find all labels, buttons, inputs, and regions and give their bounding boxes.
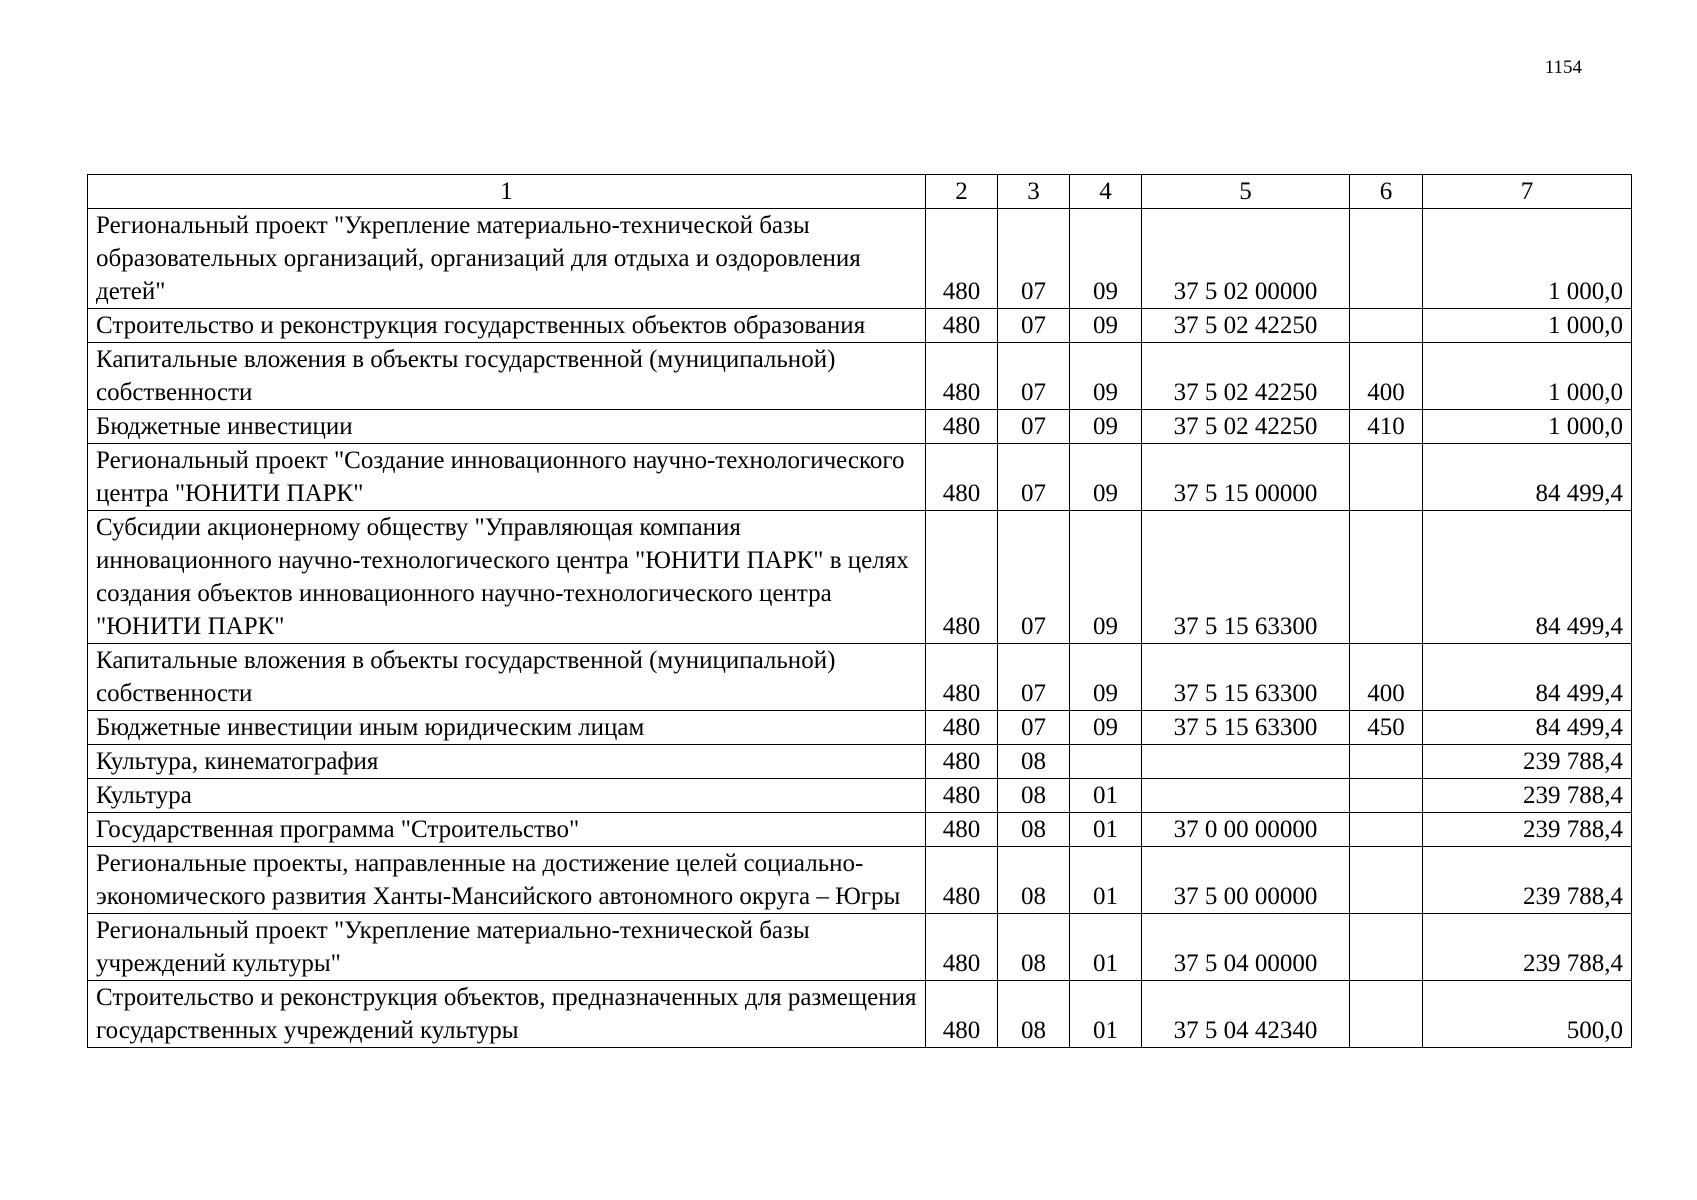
row-subsection-cell: 09 [1070, 343, 1142, 410]
header-cell-3: 3 [998, 175, 1070, 209]
row-target-article-cell: 37 5 15 63300 [1142, 511, 1350, 644]
row-name-cell: Субсидии акционерному обществу "Управляющая компания инновационного научно-технологического центра "ЮНИТИ ПАРК" в целях создания объектов инновационного научно-технологического центра "ЮНИТИ ПАРК" [88, 511, 926, 644]
row-subsection-cell: 09 [1070, 711, 1142, 745]
row-expense-type-cell [1350, 779, 1423, 813]
row-subsection-cell: 01 [1070, 847, 1142, 914]
row-admin-code-cell: 480 [926, 511, 998, 644]
row-expense-type-cell: 450 [1350, 711, 1423, 745]
row-name-cell: Региональный проект "Создание инновационного научно-технологического центра "ЮНИТИ ПАРК" [88, 444, 926, 511]
row-amount-cell: 1 000,0 [1423, 410, 1632, 444]
row-expense-type-cell [1350, 981, 1423, 1048]
table-row [88, 981, 1632, 1048]
row-section-cell: 07 [998, 209, 1070, 309]
row-subsection-cell: 09 [1070, 444, 1142, 511]
row-name-cell: Бюджетные инвестиции [88, 410, 926, 444]
table-row [88, 410, 1632, 444]
row-section-cell: 08 [998, 914, 1070, 981]
row-admin-code-cell: 480 [926, 847, 998, 914]
row-name-cell: Региональный проект "Укрепление материально-технической базы учреждений культуры" [88, 914, 926, 981]
row-amount-cell: 1 000,0 [1423, 209, 1632, 309]
row-amount-cell: 1 000,0 [1423, 343, 1632, 410]
row-name-cell: Культура, кинематография [88, 745, 926, 779]
row-subsection-cell: 01 [1070, 981, 1142, 1048]
row-subsection-cell: 01 [1070, 914, 1142, 981]
row-section-cell: 07 [998, 644, 1070, 711]
row-admin-code-cell: 480 [926, 711, 998, 745]
table-row [88, 209, 1632, 309]
header-cell-6: 6 [1350, 175, 1423, 209]
row-admin-code-cell: 480 [926, 644, 998, 711]
row-admin-code-cell: 480 [926, 813, 998, 847]
row-name-cell: Региональный проект "Укрепление материально-технической базы образовательных организаций, организаций для отдыха и оздоровления детей" [88, 209, 926, 309]
header-cell-7: 7 [1423, 175, 1632, 209]
row-name-cell: Капитальные вложения в объекты государственной (муниципальной) собственности [88, 343, 926, 410]
row-target-article-cell: 37 5 02 42250 [1142, 410, 1350, 444]
row-name-cell: Строительство и реконструкция объектов, предназначенных для размещения государственных учреждений культуры [88, 981, 926, 1048]
row-section-cell: 07 [998, 511, 1070, 644]
row-name-cell: Государственная программа "Строительство" [88, 813, 926, 847]
row-expense-type-cell [1350, 745, 1423, 779]
row-name-cell: Культура [88, 779, 926, 813]
row-amount-cell: 239 788,4 [1423, 745, 1632, 779]
row-name-cell: Капитальные вложения в объекты государственной (муниципальной) собственности [88, 644, 926, 711]
table-row [88, 343, 1632, 410]
row-amount-cell: 84 499,4 [1423, 444, 1632, 511]
row-section-cell: 08 [998, 847, 1070, 914]
row-section-cell: 08 [998, 981, 1070, 1048]
header-cell-1: 1 [88, 175, 926, 209]
header-cell-2: 2 [926, 175, 998, 209]
row-amount-cell: 84 499,4 [1423, 711, 1632, 745]
row-amount-cell: 239 788,4 [1423, 779, 1632, 813]
row-target-article-cell: 37 5 04 00000 [1142, 914, 1350, 981]
row-target-article-cell [1142, 745, 1350, 779]
row-admin-code-cell: 480 [926, 309, 998, 343]
row-section-cell: 07 [998, 444, 1070, 511]
table-header-row [88, 175, 1632, 209]
row-target-article-cell: 37 5 15 63300 [1142, 644, 1350, 711]
row-target-article-cell: 37 5 02 42250 [1142, 343, 1350, 410]
row-target-article-cell: 37 5 15 63300 [1142, 711, 1350, 745]
budget-table-body [88, 175, 1632, 1048]
row-expense-type-cell: 410 [1350, 410, 1423, 444]
row-admin-code-cell: 480 [926, 410, 998, 444]
page-number: 1154 [1544, 57, 1582, 78]
header-cell-4: 4 [1070, 175, 1142, 209]
table-row [88, 309, 1632, 343]
row-amount-cell: 84 499,4 [1423, 644, 1632, 711]
row-subsection-cell: 01 [1070, 779, 1142, 813]
row-expense-type-cell [1350, 209, 1423, 309]
row-section-cell: 07 [998, 410, 1070, 444]
row-name-cell: Региональные проекты, направленные на достижение целей социально-экономического развития Ханты-Мансийского автономного округа – Югры [88, 847, 926, 914]
row-subsection-cell [1070, 745, 1142, 779]
row-admin-code-cell: 480 [926, 444, 998, 511]
table-row [88, 711, 1632, 745]
row-admin-code-cell: 480 [926, 981, 998, 1048]
row-amount-cell: 500,0 [1423, 981, 1632, 1048]
row-expense-type-cell [1350, 914, 1423, 981]
row-admin-code-cell: 480 [926, 209, 998, 309]
row-admin-code-cell: 480 [926, 343, 998, 410]
row-section-cell: 08 [998, 745, 1070, 779]
budget-table [87, 174, 1632, 1048]
row-expense-type-cell [1350, 444, 1423, 511]
row-target-article-cell [1142, 779, 1350, 813]
row-expense-type-cell: 400 [1350, 343, 1423, 410]
table-row [88, 847, 1632, 914]
row-subsection-cell: 09 [1070, 209, 1142, 309]
row-admin-code-cell: 480 [926, 914, 998, 981]
table-row [88, 745, 1632, 779]
table-row [88, 779, 1632, 813]
row-subsection-cell: 09 [1070, 511, 1142, 644]
row-expense-type-cell [1350, 309, 1423, 343]
row-section-cell: 07 [998, 343, 1070, 410]
row-amount-cell: 239 788,4 [1423, 847, 1632, 914]
row-amount-cell: 239 788,4 [1423, 813, 1632, 847]
table-row [88, 444, 1632, 511]
row-section-cell: 08 [998, 779, 1070, 813]
row-target-article-cell: 37 0 00 00000 [1142, 813, 1350, 847]
row-name-cell: Строительство и реконструкция государственных объектов образования [88, 309, 926, 343]
row-subsection-cell: 09 [1070, 410, 1142, 444]
row-subsection-cell: 09 [1070, 644, 1142, 711]
row-section-cell: 08 [998, 813, 1070, 847]
row-section-cell: 07 [998, 309, 1070, 343]
table-row [88, 644, 1632, 711]
row-target-article-cell: 37 5 02 42250 [1142, 309, 1350, 343]
row-section-cell: 07 [998, 711, 1070, 745]
row-admin-code-cell: 480 [926, 745, 998, 779]
header-cell-5: 5 [1142, 175, 1350, 209]
row-expense-type-cell: 400 [1350, 644, 1423, 711]
row-name-cell: Бюджетные инвестиции иным юридическим лицам [88, 711, 926, 745]
row-expense-type-cell [1350, 847, 1423, 914]
row-expense-type-cell [1350, 511, 1423, 644]
row-target-article-cell: 37 5 02 00000 [1142, 209, 1350, 309]
row-admin-code-cell: 480 [926, 779, 998, 813]
row-amount-cell: 84 499,4 [1423, 511, 1632, 644]
table-row [88, 511, 1632, 644]
row-target-article-cell: 37 5 04 42340 [1142, 981, 1350, 1048]
row-subsection-cell: 09 [1070, 309, 1142, 343]
row-amount-cell: 1 000,0 [1423, 309, 1632, 343]
table-row [88, 813, 1632, 847]
row-target-article-cell: 37 5 15 00000 [1142, 444, 1350, 511]
row-target-article-cell: 37 5 00 00000 [1142, 847, 1350, 914]
row-expense-type-cell [1350, 813, 1423, 847]
table-row [88, 914, 1632, 981]
row-subsection-cell: 01 [1070, 813, 1142, 847]
row-amount-cell: 239 788,4 [1423, 914, 1632, 981]
